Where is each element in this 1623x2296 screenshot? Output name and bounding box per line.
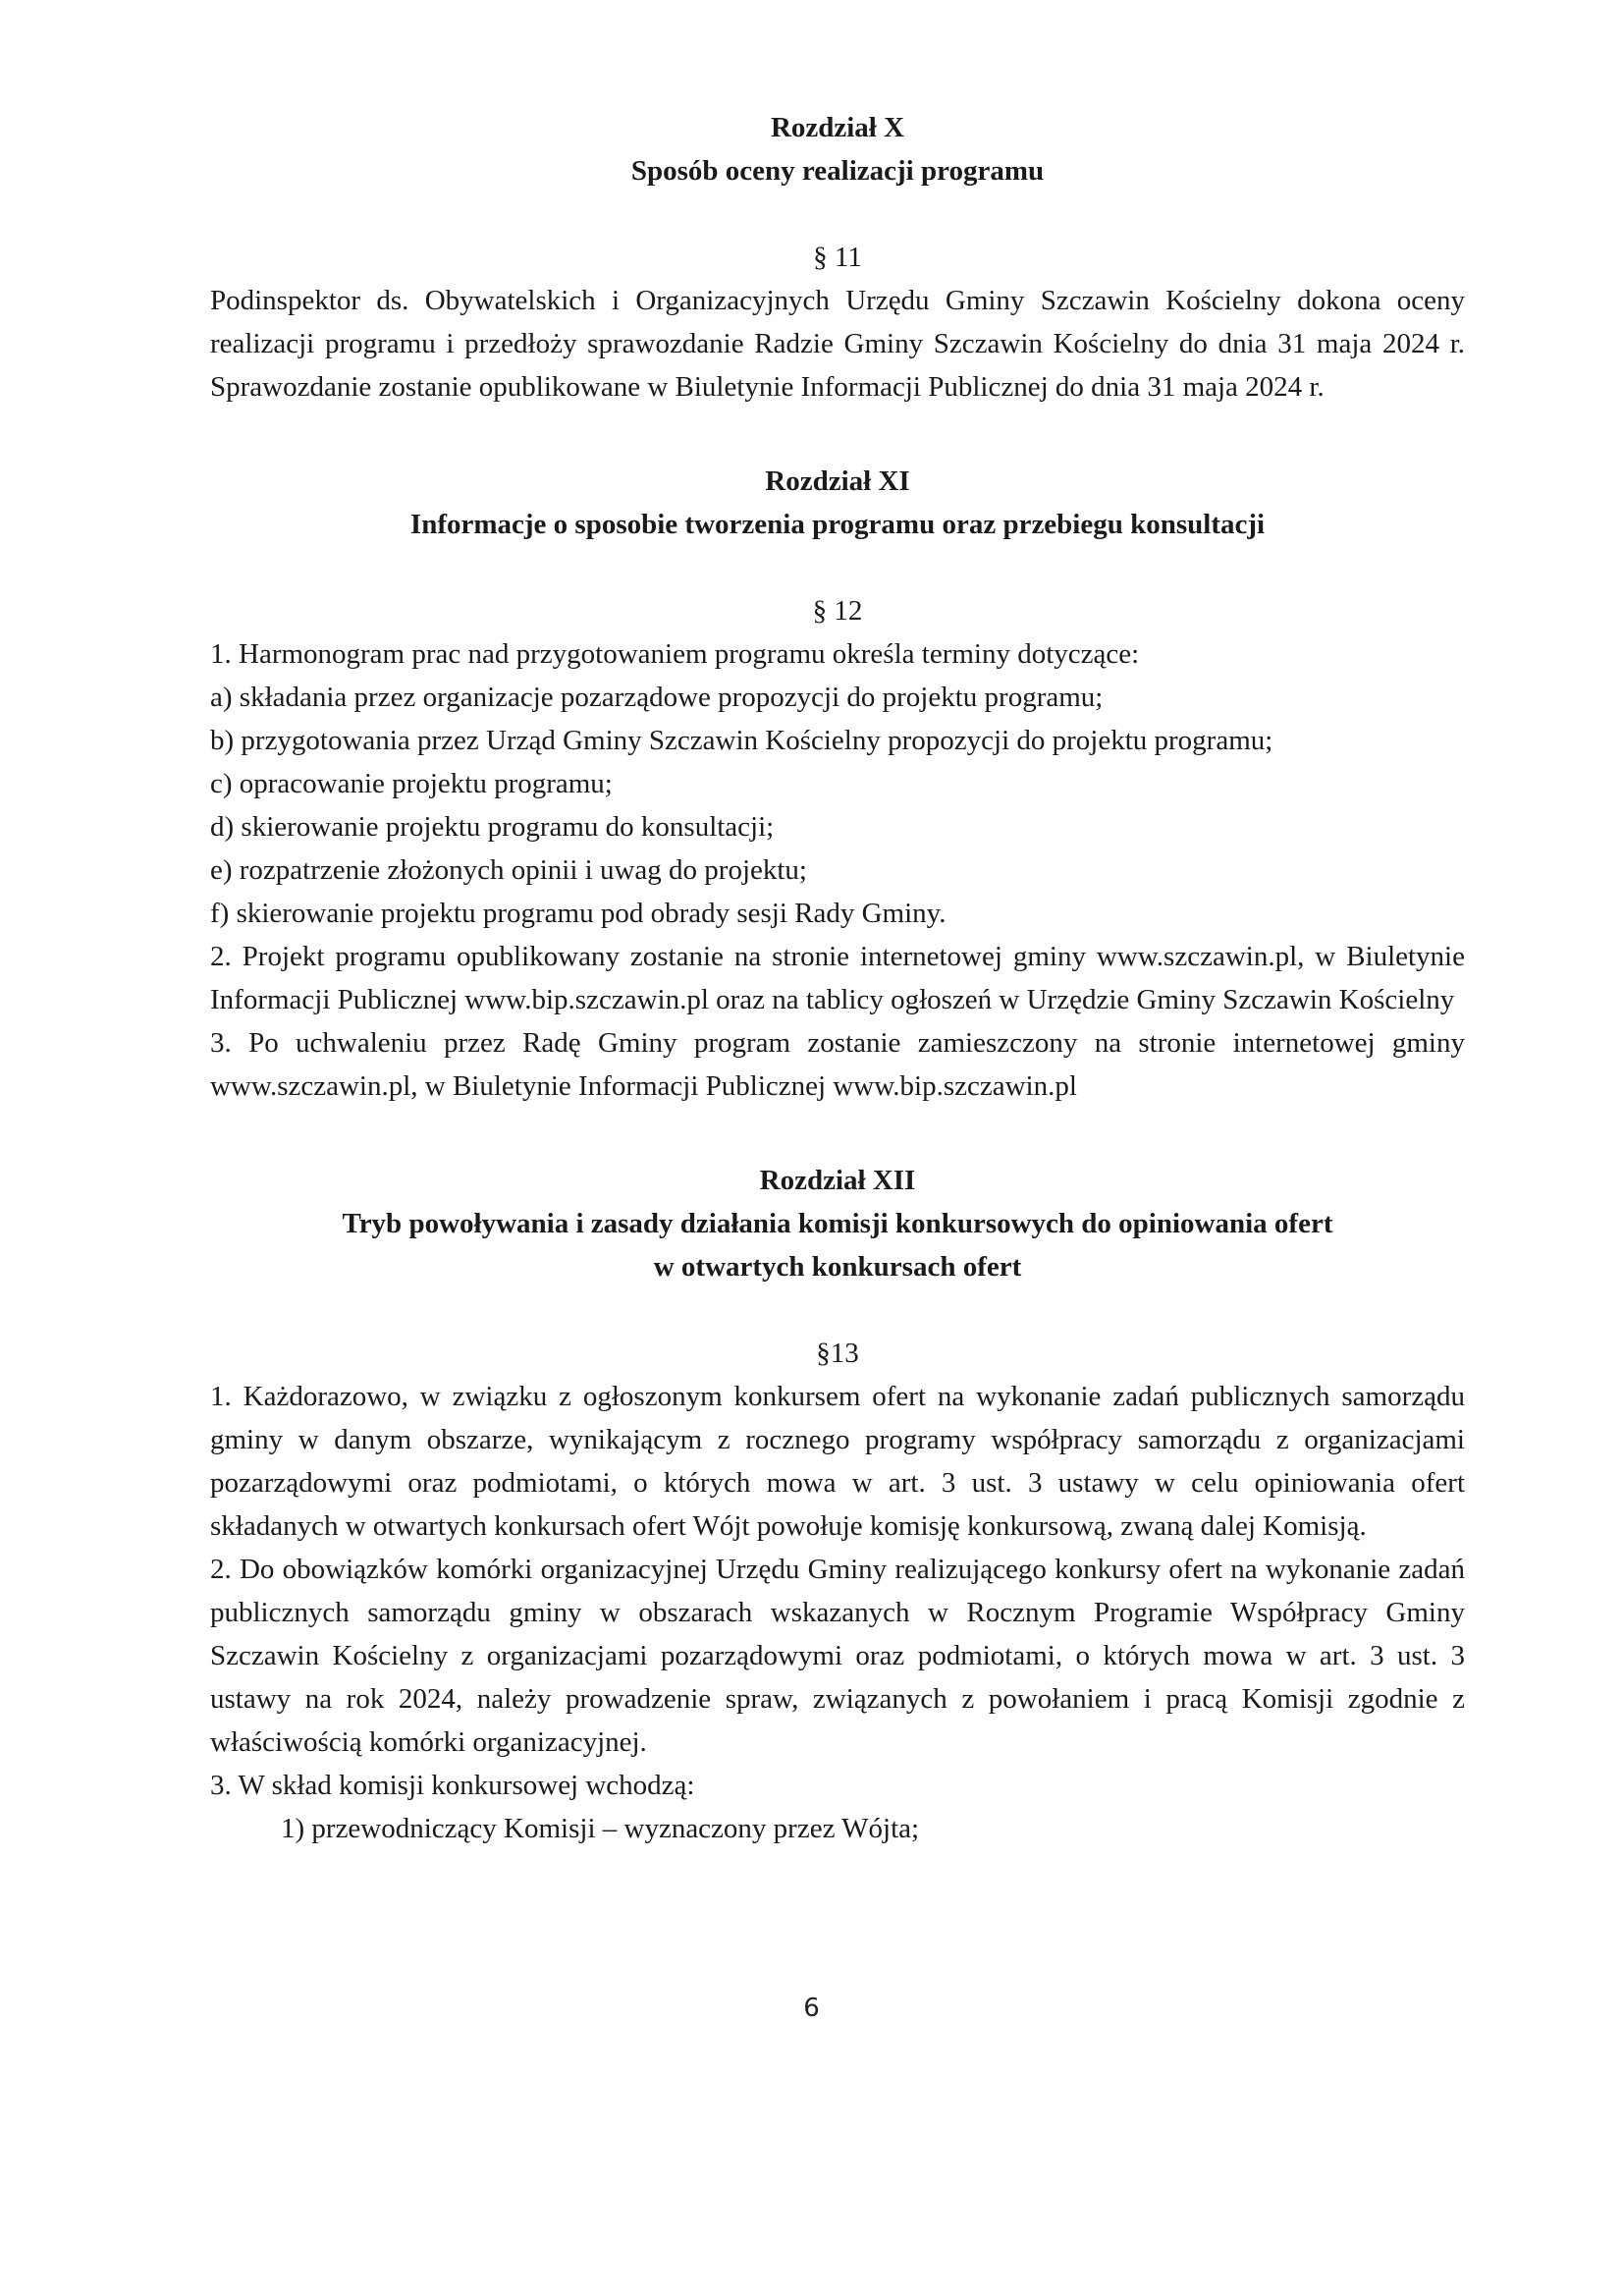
section-12-sign: § 12 xyxy=(812,595,863,627)
list-item: e) rozpatrzenie złożonych opinii i uwag do projektu; xyxy=(210,854,807,886)
chapter-11-title: Informacje o sposobie tworzenia programu oraz przebiegu konsultacji xyxy=(409,509,1266,540)
list-item: c) opracowanie projektu programu; xyxy=(210,768,613,799)
page-content xyxy=(210,106,1465,1850)
section-13-sign: §13 xyxy=(816,1338,859,1369)
chapter-12-title-line-2: w otwartych konkursach ofert xyxy=(653,1251,1022,1283)
section-13-sub-1: 1) przewodniczący Komisji – wyznaczony przez Wójta; xyxy=(281,1813,920,1844)
chapter-12-label: Rozdział XII xyxy=(759,1165,916,1196)
section-13-point-2: 2. Do obowiązków komórki organizacyjnej Urzędu Gminy realizującego konkursy ofert na wykonanie zadań publicznych samorządu gminy w obszarach wskazanych w Rocznym Programie Współpracy Gminy Szczawin Kościelny z organizacjami pozarządowymi oraz podmiotami, o których mowa w art. 3 ust. 3 ustawy na rok 2024, należy prowadzenie spraw, związanych z powołaniem i pracą Komisji zgodnie z właściwością komórki organizacyjnej. xyxy=(210,1554,1465,1758)
chapter-12-title-line-1: Tryb powoływania i zasady działania komisji konkursowych do opiniowania ofert xyxy=(342,1208,1333,1239)
page-number: 6 xyxy=(803,1994,820,2023)
list-item: a) składania przez organizacje pozarządowe propozycji do projektu programu; xyxy=(210,682,1104,713)
list-item: b) przygotowania przez Urząd Gminy Szczawin Kościelny propozycji do projektu programu; xyxy=(210,725,1273,756)
section-11-sign: § 11 xyxy=(813,242,862,273)
section-13-point-3: 3. W skład komisji konkursowej wchodzą: xyxy=(210,1770,695,1801)
chapter-11-label: Rozdział XI xyxy=(765,465,910,497)
chapter-10-title: Sposób oceny realizacji programu xyxy=(630,155,1045,187)
section-12-point-3: 3. Po uchwaleniu przez Radę Gminy program zostanie zamieszczony na stronie internetowej gminy www.szczawin.pl, w Biuletynie Informacji Publicznej www.bip.szczawin.pl xyxy=(210,1027,1465,1102)
section-11-text: Podinspektor ds. Obywatelskich i Organizacyjnych Urzędu Gminy Szczawin Kościelny dokona oceny realizacji programu i przedłoży sprawozdanie Radzie Gminy Szczawin Kościelny do dnia 31 maja 2024 r. Sprawozdanie zostanie opublikowane w Biuletynie Informacji Publicznej do dnia 31 maja 2024 r. xyxy=(210,285,1465,403)
chapter-10-label: Rozdział X xyxy=(770,112,905,143)
list-item: f) skierowanie projektu programu pod obrady sesji Rady Gminy. xyxy=(210,898,947,929)
section-12-point-2: 2. Projekt programu opublikowany zostanie na stronie internetowej gminy www.szczawin.pl, w Biuletynie Informacji Publicznej www.bip.szczawin.pl oraz na tablicy ogłoszeń w Urzędzie Gminy Szczawin Kościelny xyxy=(210,941,1465,1015)
section-12-intro: 1. Harmonogram prac nad przygotowaniem programu określa terminy dotyczące: xyxy=(210,638,1140,670)
section-13-point-1: 1. Każdorazowo, w związku z ogłoszonym konkursem ofert na wykonanie zadań publicznych samorządu gminy w danym obszarze, wynikającym z rocznego programy współpracy samorządu z organizacjami pozarządowymi oraz podmiotami, o których mowa w art. 3 ust. 3 ustawy w celu opiniowania ofert składanych w otwartych konkursach ofert Wójt powołuje komisję konkursową, zwaną dalej Komisją. xyxy=(210,1381,1465,1542)
list-item: d) skierowanie projektu programu do konsultacji; xyxy=(210,811,775,843)
